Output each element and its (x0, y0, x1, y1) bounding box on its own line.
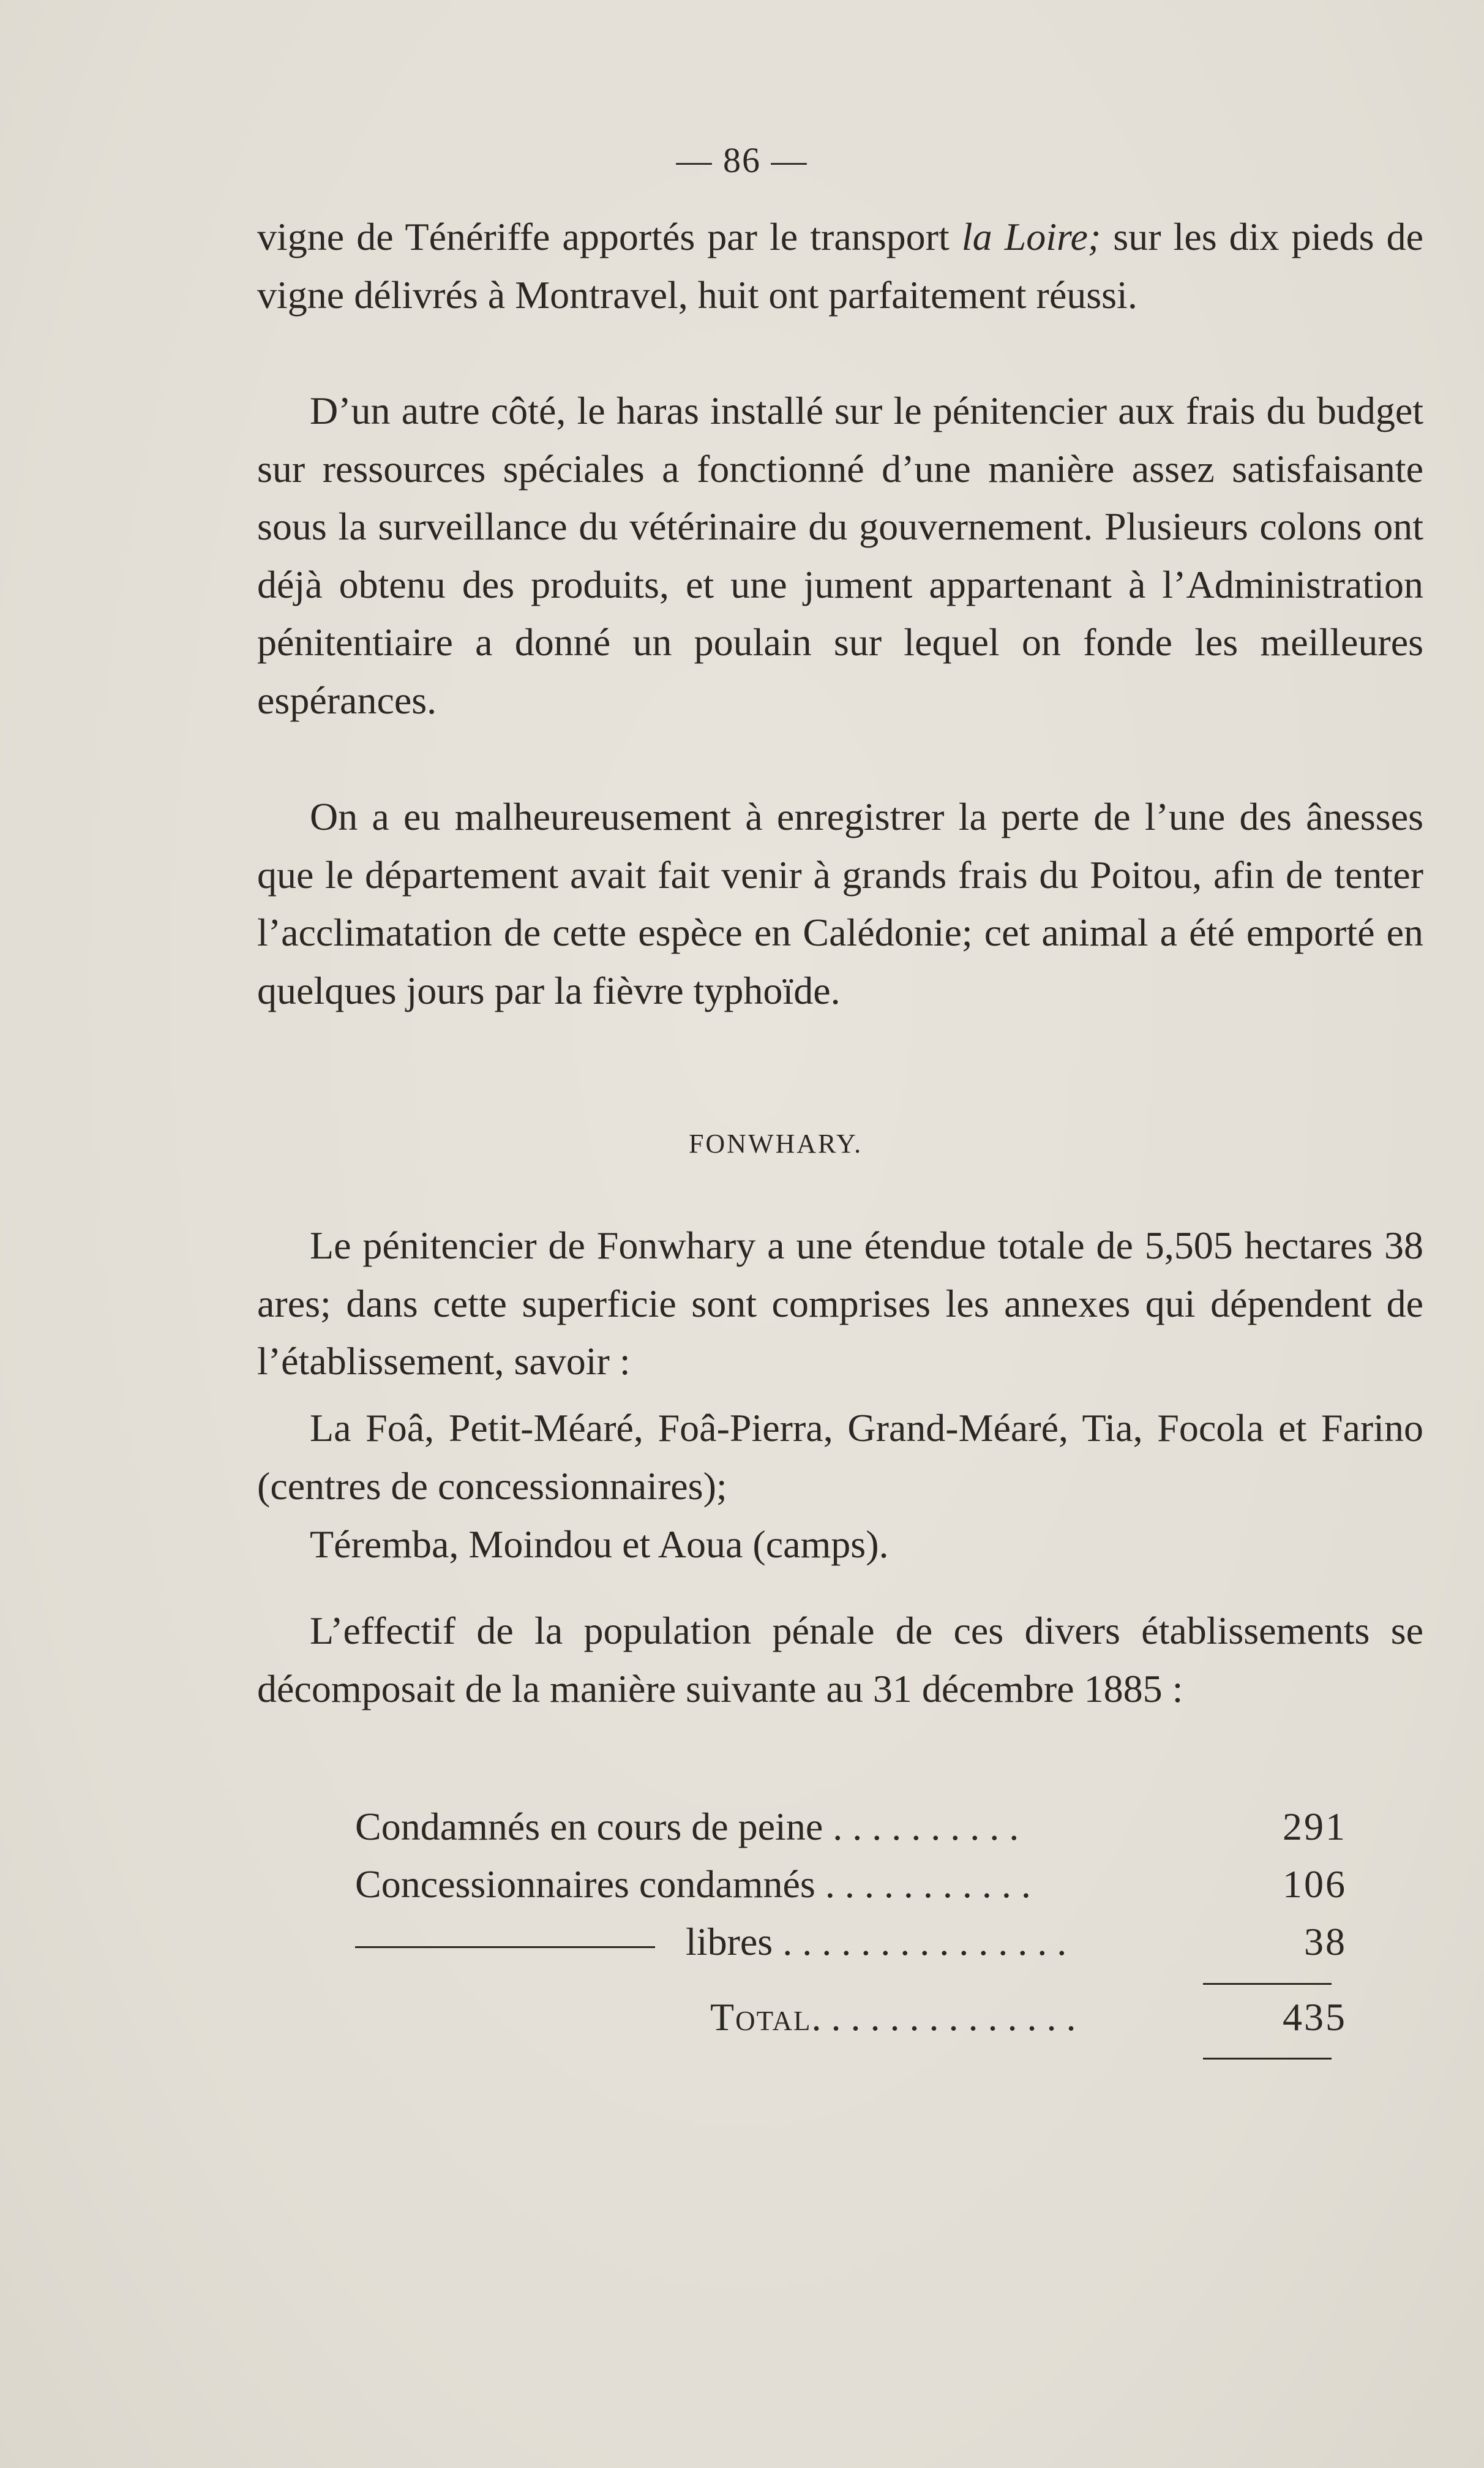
page-number: — 86 — (676, 140, 808, 180)
row-label: Concessionnaires condamnés . . . . . . . . . . . (355, 1862, 1031, 1906)
row-label: Condamnés en cours de peine . . . . . . . . . . (355, 1805, 1019, 1848)
ship-name: la Loire; (961, 215, 1101, 258)
table-total-row (355, 1990, 1347, 2045)
section-heading: FONWHARY. (688, 1129, 863, 1159)
paragraph-vine-text-b: sur les dix pieds de vigne délivrés à Montravel, huit ont parfaitement réussi. (257, 215, 1424, 317)
leader-dots: . . . . . . . . . . (823, 1805, 1019, 1848)
paragraph-fonwhary (257, 1217, 1423, 1391)
leader-dots: . . . . . . . . . . . (815, 1862, 1031, 1906)
ditto-rule (355, 1946, 655, 1948)
paragraph-stud-farm-text: D’un autre côté, le haras installé sur le pénitencier aux frais du budget sur ressources spéciales a fonctionné d’une manière assez satisfaisante sous la surveillance du vétérinaire du gouvernement. Plusieurs colons ont déjà obtenu des produits, et une jument appartenant à l’Administration pénitentiaire a donné un poulain sur lequel on fonde les meilleures espérances. (257, 389, 1423, 722)
paragraph-population (257, 1602, 1423, 1718)
paragraph-vine (257, 208, 1423, 324)
paragraph-fonwhary-text: Le pénitencier de Fonwhary a une étendue totale de 5,505 hectares 38 ares; dans cette superficie sont comprises les annexes qui dépendent de l’établissement, savoir : (257, 1224, 1423, 1383)
paragraph-population-text: L’effectif de la population pénale de ces divers établissements se décomposait de la manière suivante au 31 décembre 1885 : (257, 1609, 1423, 1710)
row-value: 106 (1283, 1862, 1347, 1906)
leader-dots: . . . . . . . . . . . . . . (811, 1995, 1076, 2039)
row-value: 291 (1283, 1805, 1347, 1848)
total-double-rule (1203, 2058, 1332, 2060)
table-row (355, 1914, 1347, 1970)
paragraph-donkeys-text: On a eu malheureusement à enregistrer la perte de l’une des ânesses que le département avait fait venir à grands frais du Poitou, afin de tenter l’acclimatation de cette espèce en Calédonie; cet animal a été emporté en quelques jours par la fièvre typhoïde. (257, 795, 1423, 1012)
paragraph-stud-farm (257, 382, 1423, 729)
total-value: 435 (1283, 1995, 1347, 2039)
paragraph-donkeys (257, 788, 1423, 1020)
paragraph-camps-text: Téremba, Moindou et Aoua (camps). (310, 1522, 889, 1566)
leader-dots: . . . . . . . . . . . . . . . (773, 1920, 1067, 1963)
table-row (355, 1799, 1347, 1854)
paragraph-annexes-text: La Foâ, Petit-Méaré, Foâ-Pierra, Grand-Méaré, Tia, Focola et Farino (centres de concessionnaires); (257, 1406, 1423, 1508)
sum-rule (1203, 1983, 1332, 1985)
row-value: 38 (1304, 1920, 1347, 1963)
paragraph-camps (257, 1516, 1423, 1574)
row-label: libres . . . . . . . . . . . . . . . (686, 1920, 1067, 1963)
total-label: Total. . . . . . . . . . . . . . (710, 1995, 1076, 2039)
paragraph-vine-text-a: vigne de Ténériffe apportés par le transport (257, 215, 962, 258)
paragraph-annexes (257, 1399, 1423, 1515)
table-row (355, 1857, 1347, 1912)
